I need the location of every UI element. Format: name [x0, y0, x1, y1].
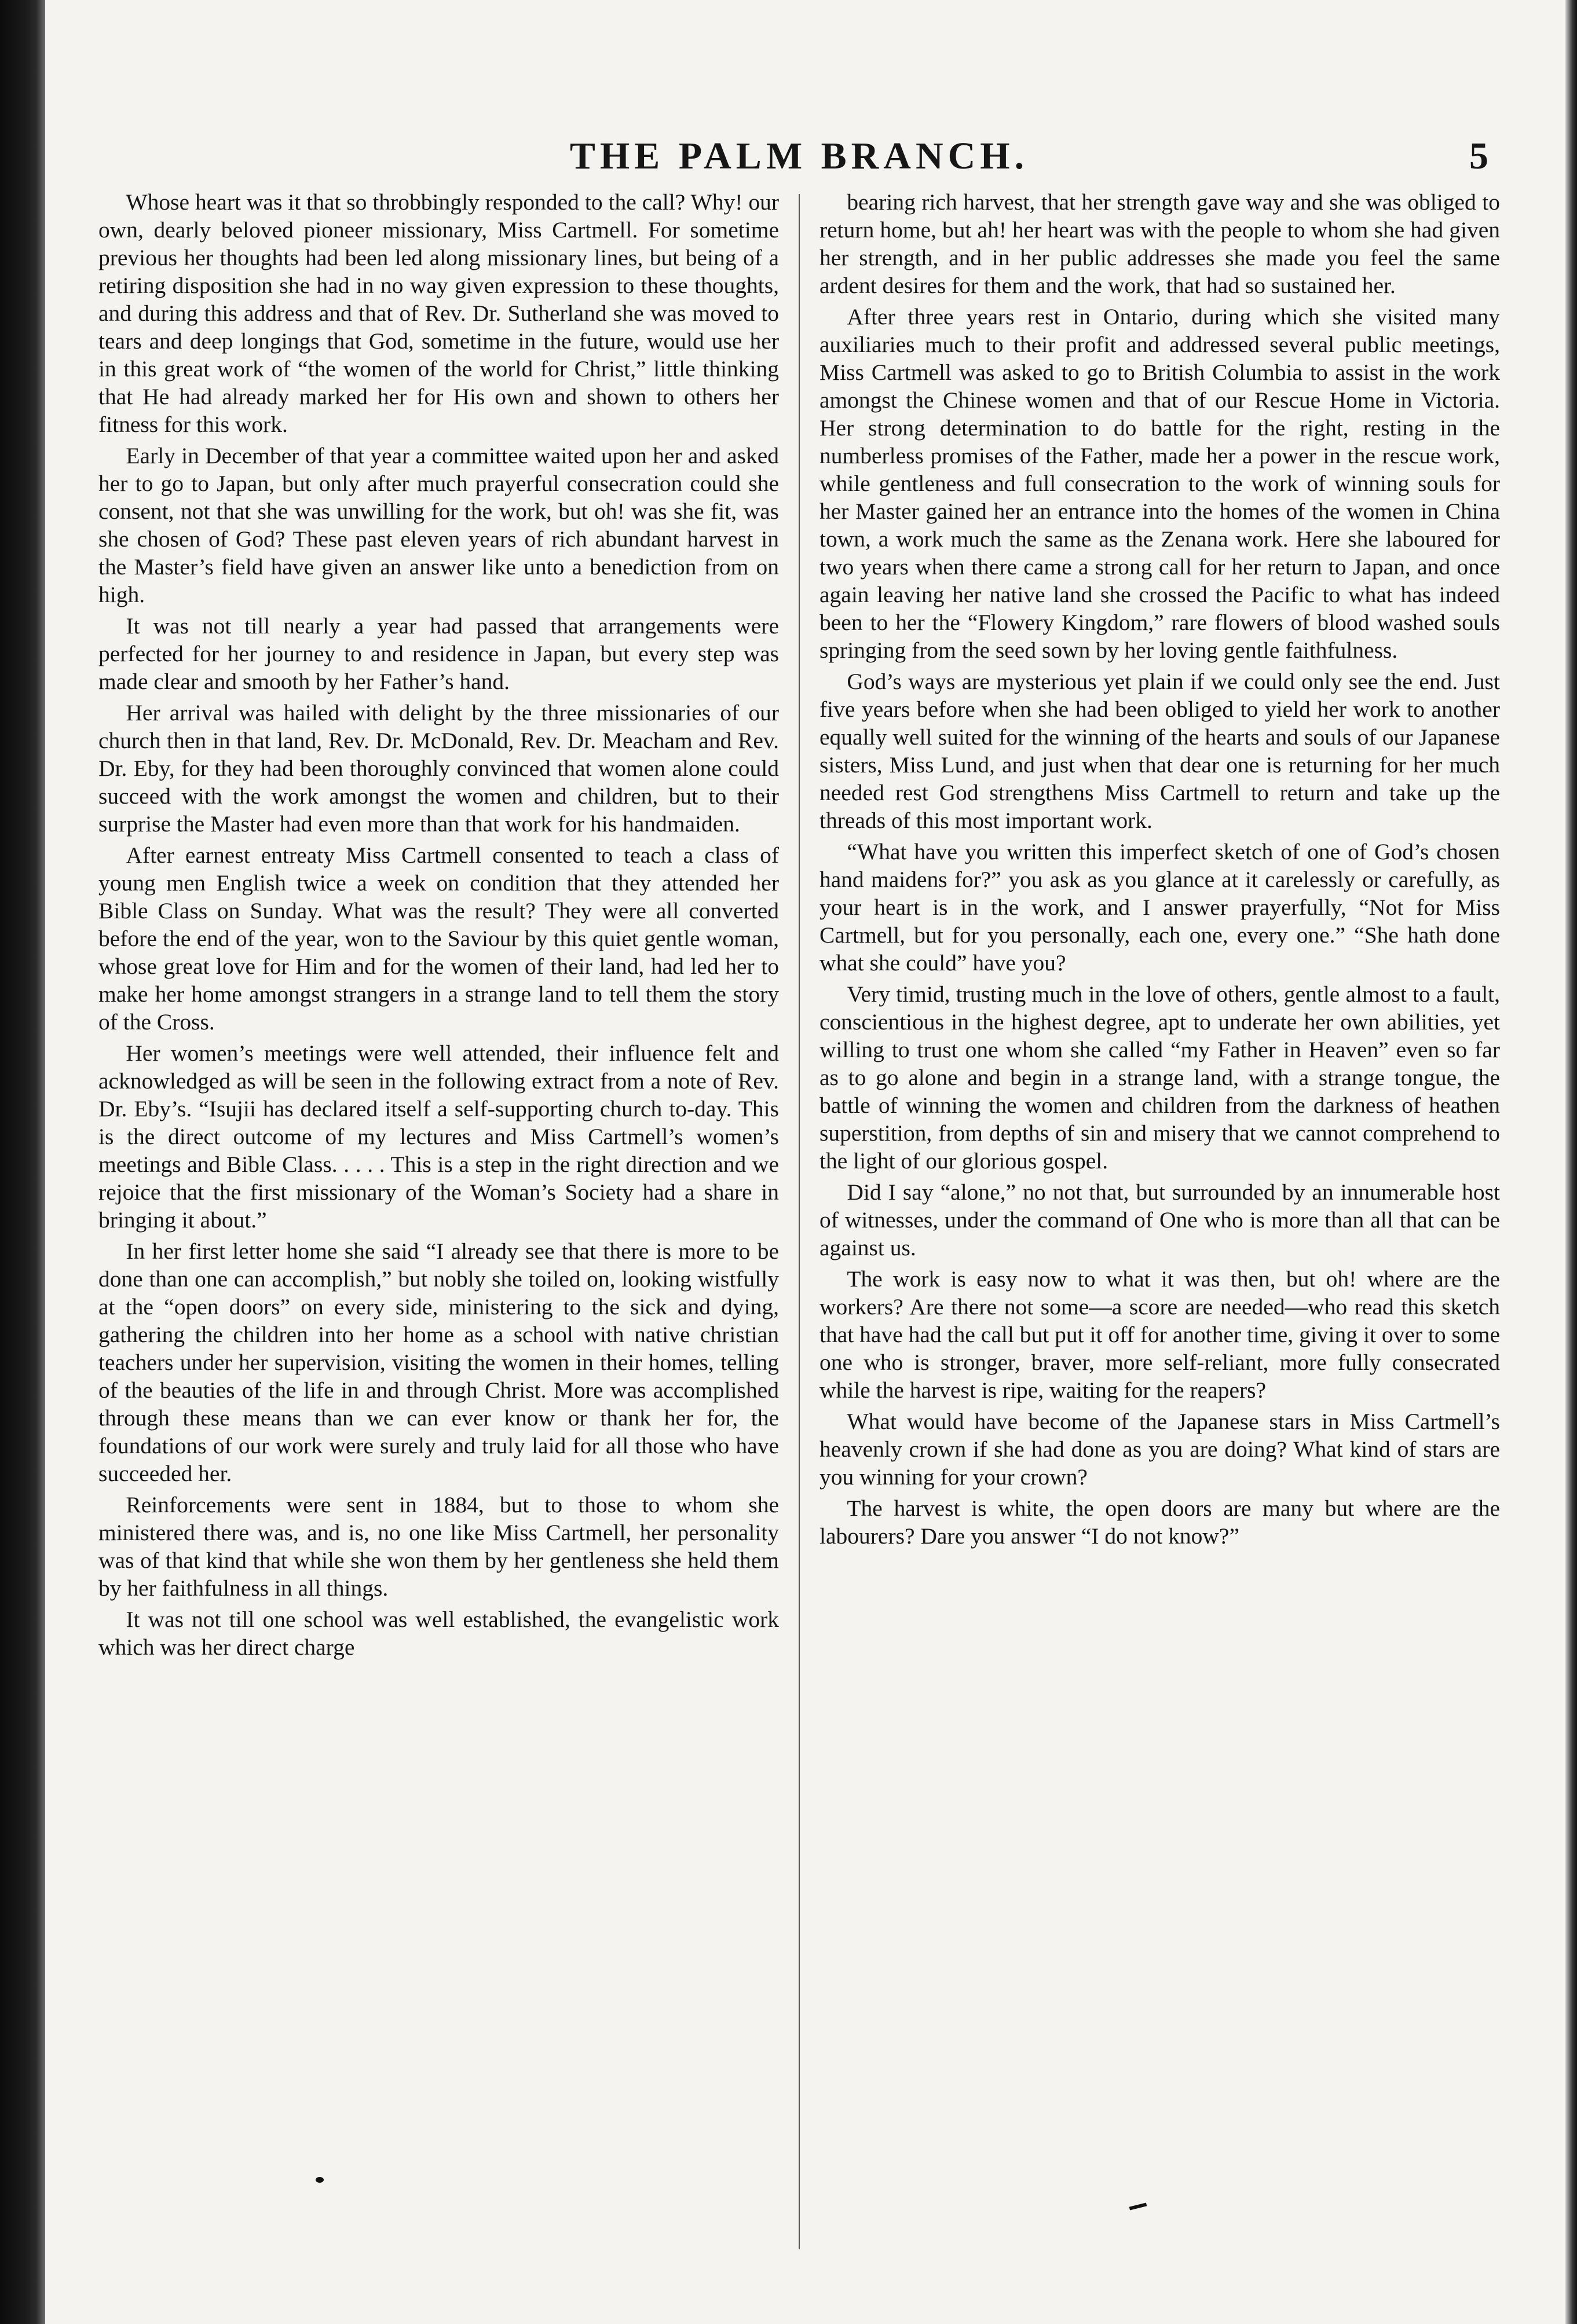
paragraph: Early in December of that year a committee waited upon her and asked her to go to Japan, but only after much prayerful consecration could she consent, not that she was unwilling for the work, but oh! was she fit, was she chosen of God? These past eleven years of rich abundant harvest in the Master’s field have given an answer like unto a benediction from on high. [98, 443, 779, 607]
paragraph: In her first letter home she said “I already see that there is more to be done than one can accomplish,” but nobly she toiled on, looking wistfully at the “open doors” on every side, ministering to the sick and dying, gathering the children into her home as a school with native christian teachers under her supervision, visiting the women in their homes, telling of the beauties of the life in and through Christ. More was accomplished through these means than we can ever know or thank her for, the foundations of our work were surely and truly laid for all those who have succeeded her. [98, 1238, 779, 1486]
paragraph: Her arrival was hailed with delight by the three missionaries of our church then in that land, Rev. Dr. McDonald, Rev. Dr. Meacham and Rev. Dr. Eby, for they had been thoroughly convinced that women alone could succeed with the work amongst the women and children, but to their surprise the Master had even more than that work for his handmaiden. [98, 700, 779, 837]
paragraph: It was not till one school was well established, the evangelistic work which was her direct charge [98, 1607, 779, 1660]
scan-border-left [0, 0, 45, 2324]
page-number: 5 [1469, 135, 1488, 177]
paragraph: After three years rest in Ontario, during which she visited many auxiliaries much to their profit and addressed several public meetings, Miss Cartmell was asked to go to British Columbia to assist in the work amongst the Chinese women and that of our Rescue Home in Victoria. Her strong determination to do battle for the right, resting in the numberless promises of the Father, made her a power in the rescue work, while gentleness and full consecration to the work of winning souls for her Master gained her an entrance into the homes of the women in China town, a work much the same as the Zenana work. Here she laboured for two years when there came a strong call for her return to Japan, and once again leaving her native land she crossed the Pacific to what has indeed been to her the “Flowery Kingdom,” rare flowers of blood washed souls springing from the seed sown by her loving gentle faithfulness. [819, 304, 1500, 663]
paragraph: After earnest entreaty Miss Cartmell consented to teach a class of young men English twice a week on condition that they attended her Bible Class on Sunday. What was the result? They were all converted before the end of the year, won to the Saviour by this quiet gentle woman, whose great love for Him and for the women of their land, had led her to make her home amongst strangers in a strange land to tell them the story of the Cross. [98, 842, 779, 1035]
document-page [98, 130, 1500, 2296]
text-columns [98, 188, 1500, 2249]
column-divider [799, 194, 800, 2249]
paragraph: Very timid, trusting much in the love of others, gentle almost to a fault, conscientious in the highest degree, apt to underate her own abilities, yet willing to trust one whom she called “my Father in Heaven” even so far as to go alone and begin in a strange land, with a strange tongue, the battle of winning the women and children from the darkness of heathen superstition, from depths of sin and misery that we cannot comprehend to the light of our glorious gospel. [819, 981, 1500, 1174]
paragraph: God’s ways are mysterious yet plain if we could only see the end. Just five years before when she had been obliged to yield her work to another equally well suited for the winning of the hearts and souls of our Japanese sisters, Miss Lund, and just when that dear one is returning for her much needed rest God strengthens Miss Cartmell to return and take up the threads of this most important work. [819, 669, 1500, 833]
paragraph: It was not till nearly a year had passed that arrangements were perfected for her journey to and residence in Japan, but every step was made clear and smooth by her Father’s hand. [98, 613, 779, 694]
ink-speck [316, 2177, 324, 2183]
paragraph: Reinforcements were sent in 1884, but to those to whom she ministered there was, and is, no one like Miss Cartmell, her personality was of that kind that while she won them by her gentleness she held them by her faithfulness in all things. [98, 1492, 779, 1601]
paragraph: The work is easy now to what it was then, but oh! where are the workers? Are there not some—a score are needed—who read this sketch that have had the call but put it off for another time, giving it over to some one who is stronger, braver, more self-reliant, more fully consecrated while the harvest is ripe, waiting for the reapers? [819, 1266, 1500, 1403]
paragraph: Whose heart was it that so throbbingly responded to the call? Why! our own, dearly beloved pioneer missionary, Miss Cartmell. For sometime previous her thoughts had been led along missionary lines, but being of a retiring disposition she had in no way given expression to these thoughts, and during this address and that of Rev. Dr. Sutherland she was moved to tears and deep longings that God, sometime in the future, would use her in this great work of “the women of the world for Christ,” little thinking that He had already marked her for His own and shown to others her fitness for this work. [98, 189, 779, 437]
paragraph: The harvest is white, the open doors are many but where are the labourers? Dare you answer “I do not know?” [819, 1495, 1500, 1549]
paragraph: Did I say “alone,” no not that, but surrounded by an innumerable host of witnesses, under the command of One who is more than all that can be against us. [819, 1179, 1500, 1260]
paragraph: Her women’s meetings were well attended, their influence felt and acknowledged as will be seen in the following extract from a note of Rev. Dr. Eby’s. “Isujii has declared itself a self-supporting church to-day. This is the direct outcome of my lectures and Miss Cartmell’s women’s meetings and Bible Class. . . . . This is a step in the right direction and we rejoice that the first missionary of the Woman’s Society had a share in bringing it about.” [98, 1040, 779, 1233]
page-title: THE PALM BRANCH. [569, 135, 1029, 177]
paragraph: What would have become of the Japanese stars in Miss Cartmell’s heavenly crown if she had done as you are doing? What kind of stars are you winning for your crown? [819, 1409, 1500, 1490]
paragraph: “What have you written this imperfect sketch of one of God’s chosen hand maidens for?” you ask as you glance at it carelessly or carefully, as your heart is in the work, and I answer prayerfully, “Not for Miss Cartmell, but for you personally, each one, every one.” “She hath done what she could” have you? [819, 839, 1500, 976]
column-left [98, 188, 779, 2249]
scan-border-right [1565, 0, 1577, 2324]
running-header [98, 130, 1500, 194]
paragraph: bearing rich harvest, that her strength gave way and she was obliged to return home, but ah! her heart was with the people to whom she had given her strength, and in her public addresses she made you feel the same ardent desires for them and the work, that had so sustained her. [819, 189, 1500, 298]
column-right [819, 188, 1500, 2249]
